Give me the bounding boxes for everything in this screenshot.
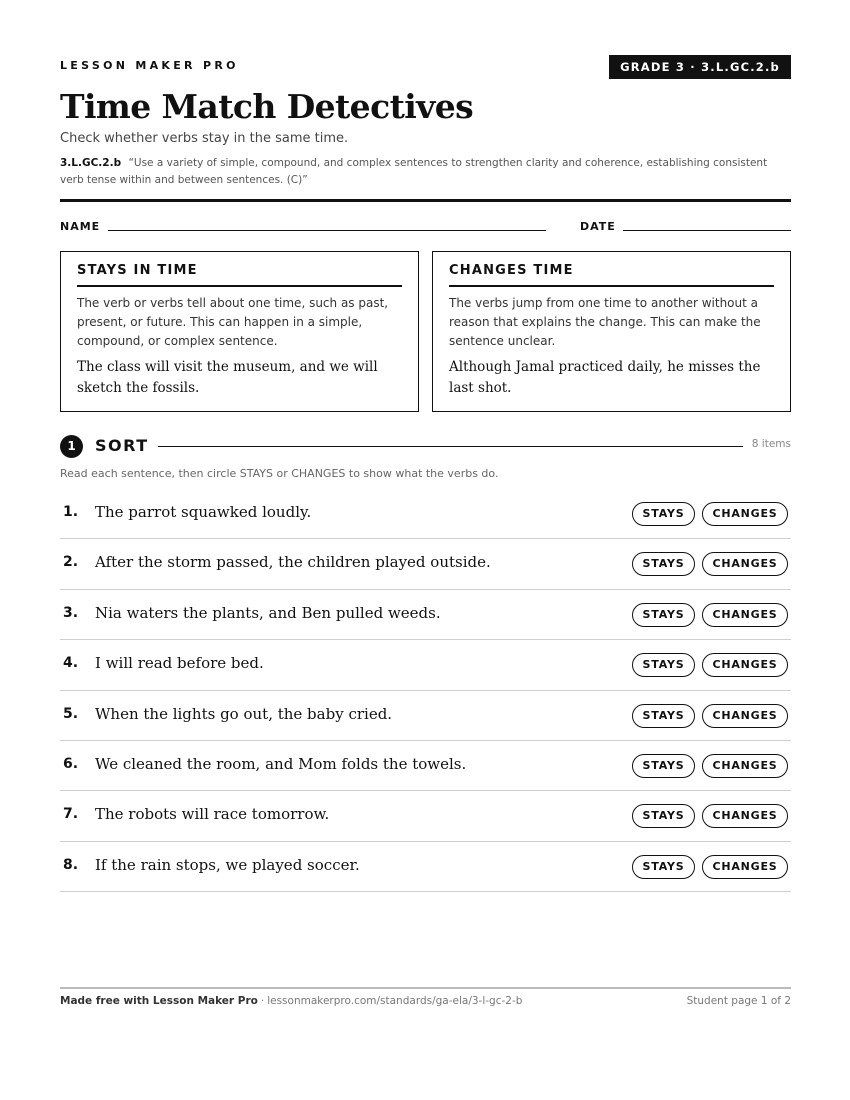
grade-badge: GRADE 3 · 3.L.GC.2.b: [609, 55, 791, 79]
changes-option[interactable]: CHANGES: [702, 704, 788, 728]
page-subtitle: Check whether verbs stay in the same time.: [60, 131, 349, 146]
section-header: [60, 434, 791, 458]
stays-option[interactable]: STAYS: [632, 704, 695, 728]
item-sentence: Nia waters the plants, and Ben pulled weeds.: [95, 603, 441, 622]
page-title: Time Match Detectives: [60, 87, 474, 126]
section-divider: [158, 446, 743, 447]
list-item: [60, 791, 791, 841]
footer-url[interactable]: lessonmakerpro.com/standards/ga-ela/3-l-gc-2-b: [267, 995, 523, 1007]
instructions: Read each sentence, then circle STAYS or CHANGES to show what the verbs do.: [60, 467, 499, 480]
list-item: [60, 842, 791, 892]
item-number: 2.: [63, 554, 79, 571]
name-field[interactable]: [108, 230, 546, 231]
item-number: 1.: [63, 504, 79, 520]
list-item: [60, 539, 791, 589]
item-number: 5.: [63, 705, 79, 722]
changes-option[interactable]: CHANGES: [702, 754, 788, 778]
box-title: STAYS IN TIME: [77, 263, 402, 287]
footer-divider: [60, 987, 791, 989]
date-field[interactable]: [623, 230, 791, 231]
changes-option[interactable]: CHANGES: [702, 502, 788, 526]
page-footer: [60, 995, 791, 1007]
item-number: 7.: [63, 806, 79, 823]
item-number: 4.: [63, 655, 79, 672]
worksheet-page: [60, 0, 791, 1100]
standard-code: 3.L.GC.2.b: [60, 157, 122, 169]
stays-option[interactable]: STAYS: [632, 603, 695, 627]
box-example: Although Jamal practiced daily, he misses the last shot.: [449, 359, 761, 396]
item-sentence: We cleaned the room, and Mom folds the towels.: [95, 754, 467, 773]
changes-option[interactable]: CHANGES: [702, 552, 788, 576]
stays-option[interactable]: STAYS: [632, 502, 695, 526]
stays-option[interactable]: STAYS: [632, 552, 695, 576]
changes-option[interactable]: CHANGES: [702, 804, 788, 828]
stays-option[interactable]: STAYS: [632, 804, 695, 828]
section-number: 1: [60, 435, 83, 458]
item-number: 8.: [63, 856, 79, 873]
item-sentence: The robots will race tomorrow.: [95, 805, 330, 824]
changes-option[interactable]: CHANGES: [702, 603, 788, 627]
item-sentence: After the storm passed, the children played outside.: [95, 553, 491, 572]
box-description: The verb or verbs tell about one time, such as past, present, or future. This can happen in a simple, compound, or complex sentence.: [77, 296, 389, 348]
item-number: 3.: [63, 604, 79, 621]
top-bar: [60, 55, 791, 79]
changes-option[interactable]: CHANGES: [702, 855, 788, 879]
stays-in-time-box: [60, 251, 419, 412]
item-sentence: I will read before bed.: [95, 654, 264, 673]
footer-credit: Made free with Lesson Maker Pro: [60, 995, 258, 1007]
box-example: The class will visit the museum, and we will sketch the fossils.: [77, 359, 378, 396]
item-number: 6.: [63, 755, 79, 772]
student-fields: [60, 218, 791, 234]
page-number: Student page 1 of 2: [686, 995, 791, 1007]
box-title: CHANGES TIME: [449, 263, 774, 287]
stays-option[interactable]: STAYS: [632, 653, 695, 677]
list-item: [60, 640, 791, 690]
list-item: [60, 741, 791, 791]
date-label: DATE: [580, 220, 616, 233]
item-sentence: When the lights go out, the baby cried.: [95, 704, 393, 723]
list-item: [60, 691, 791, 741]
header-divider: [60, 199, 791, 202]
sort-list: [60, 489, 791, 892]
item-sentence: If the rain stops, we played soccer.: [95, 855, 360, 874]
changes-option[interactable]: CHANGES: [702, 653, 788, 677]
name-label: NAME: [60, 220, 101, 233]
standard-statement: [60, 155, 791, 188]
list-item: [60, 489, 791, 539]
footer-separator: ·: [260, 995, 265, 1007]
list-item: [60, 590, 791, 640]
box-description: The verbs jump from one time to another without a reason that explains the change. This can make the sentence unclear.: [449, 296, 761, 348]
stays-option[interactable]: STAYS: [632, 754, 695, 778]
stays-option[interactable]: STAYS: [632, 855, 695, 879]
section-title: SORT: [95, 436, 149, 455]
standard-text: “Use a variety of simple, compound, and complex sentences to strengthen clarity and coherence, establishing consistent verb tense within and between sentences. (C)”: [60, 157, 768, 186]
item-count: 8 items: [751, 438, 791, 450]
brand-name: LESSON MAKER PRO: [60, 59, 239, 72]
changes-time-box: [432, 251, 791, 412]
item-sentence: The parrot squawked loudly.: [95, 503, 312, 521]
